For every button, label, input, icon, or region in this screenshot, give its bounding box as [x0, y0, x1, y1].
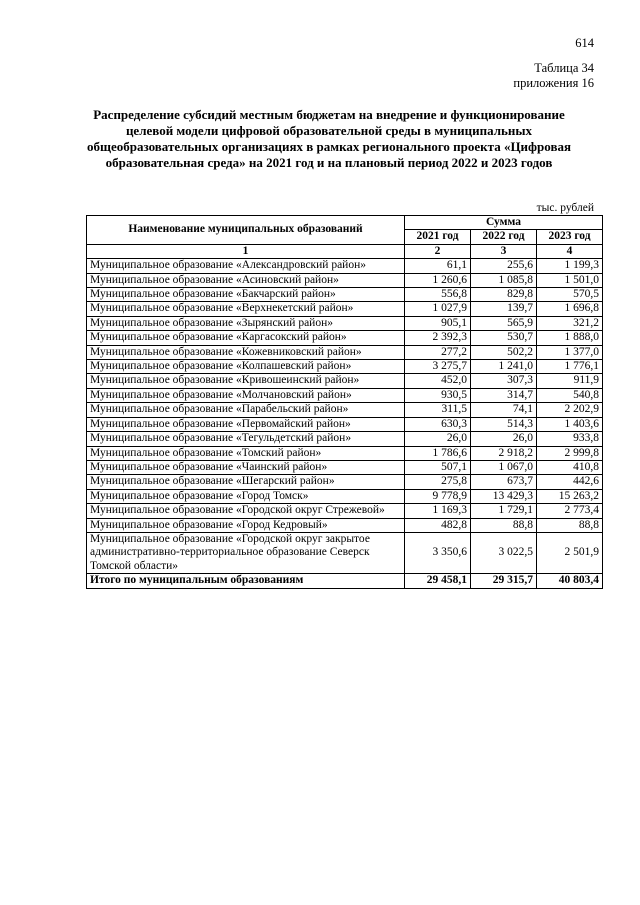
- amount-cell: 61,1: [405, 259, 471, 273]
- table-row: [87, 288, 603, 302]
- amount-cell: 507,1: [405, 460, 471, 474]
- amount-cell: 88,8: [537, 518, 603, 532]
- table-row: [87, 388, 603, 402]
- municipality-name: Муниципальное образование «Шегарский район»: [87, 475, 405, 489]
- amount-cell: 15 263,2: [537, 489, 603, 503]
- municipality-name: Муниципальное образование «Первомайский район»: [87, 417, 405, 431]
- amount-cell: 1 085,8: [471, 273, 537, 287]
- table-row: [87, 360, 603, 374]
- amount-cell: 410,8: [537, 460, 603, 474]
- total-amount-cell: 40 803,4: [537, 574, 603, 588]
- amount-cell: 905,1: [405, 316, 471, 330]
- table-row: [87, 374, 603, 388]
- amount-cell: 570,5: [537, 288, 603, 302]
- municipality-name: Муниципальное образование «Городской округ закрытое административно-территориальное образование Северск Томской области»: [87, 532, 405, 573]
- document-title: Распределение субсидий местным бюджетам на внедрение и функционирование целевой модели цифровой образовательной среды в муниципальных общеобразовательных организациях в рамках регионального проекта «Цифровая образовательная среда» на 2021 год и на плановый период 2022 и 2023 годов: [86, 107, 571, 170]
- amount-cell: 1 786,6: [405, 446, 471, 460]
- amount-cell: 74,1: [471, 403, 537, 417]
- amount-cell: 2 918,2: [471, 446, 537, 460]
- amount-cell: 307,3: [471, 374, 537, 388]
- total-amount-cell: 29 315,7: [471, 574, 537, 588]
- amount-cell: 1 776,1: [537, 360, 603, 374]
- table-row: [87, 432, 603, 446]
- amount-cell: 530,7: [471, 331, 537, 345]
- amount-cell: 139,7: [471, 302, 537, 316]
- amount-cell: 321,2: [537, 316, 603, 330]
- amount-cell: 1 199,3: [537, 259, 603, 273]
- amount-cell: 314,7: [471, 388, 537, 402]
- table-body: [87, 259, 603, 588]
- page-number: 614: [575, 36, 594, 50]
- table-row: [87, 259, 603, 273]
- amount-cell: 1 027,9: [405, 302, 471, 316]
- amount-cell: 630,3: [405, 417, 471, 431]
- municipality-name: Муниципальное образование «Кожевниковский район»: [87, 345, 405, 359]
- municipality-name: Муниципальное образование «Зырянский район»: [87, 316, 405, 330]
- amount-cell: 829,8: [471, 288, 537, 302]
- municipality-name: Муниципальное образование «Тегульдетский район»: [87, 432, 405, 446]
- col-index: 2: [405, 244, 471, 258]
- municipality-name: Муниципальное образование «Томский район»: [87, 446, 405, 460]
- table-row: [87, 417, 603, 431]
- amount-cell: 1 888,0: [537, 331, 603, 345]
- amount-cell: 2 999,8: [537, 446, 603, 460]
- amount-cell: 514,3: [471, 417, 537, 431]
- amount-cell: 1 729,1: [471, 504, 537, 518]
- municipality-name: Муниципальное образование «Бакчарский район»: [87, 288, 405, 302]
- amount-cell: 277,2: [405, 345, 471, 359]
- col-index: 1: [87, 244, 405, 258]
- amount-cell: 2 773,4: [537, 504, 603, 518]
- subsidy-table: [86, 215, 603, 589]
- table-reference: [513, 61, 594, 91]
- total-amount-cell: 29 458,1: [405, 574, 471, 588]
- header-year-2022: 2022 год: [471, 230, 537, 244]
- amount-cell: 482,8: [405, 518, 471, 532]
- table-row: [87, 273, 603, 287]
- header-name: Наименование муниципальных образований: [87, 216, 405, 245]
- amount-cell: 2 202,9: [537, 403, 603, 417]
- amount-cell: 1 169,3: [405, 504, 471, 518]
- municipality-name: Муниципальное образование «Чаинский район»: [87, 460, 405, 474]
- municipality-name: Муниципальное образование «Асиновский район»: [87, 273, 405, 287]
- amount-cell: 26,0: [405, 432, 471, 446]
- amount-cell: 1 241,0: [471, 360, 537, 374]
- municipality-name: Муниципальное образование «Каргасокский район»: [87, 331, 405, 345]
- appendix-number: приложения 16: [513, 76, 594, 90]
- amount-cell: 1 403,6: [537, 417, 603, 431]
- amount-cell: 3 275,7: [405, 360, 471, 374]
- total-row: [87, 574, 603, 588]
- amount-cell: 442,6: [537, 475, 603, 489]
- table-row: [87, 316, 603, 330]
- municipality-name: Муниципальное образование «Город Кедровый»: [87, 518, 405, 532]
- amount-cell: 2 392,3: [405, 331, 471, 345]
- amount-cell: 933,8: [537, 432, 603, 446]
- amount-cell: 1 260,6: [405, 273, 471, 287]
- municipality-name: Муниципальное образование «Верхнекетский район»: [87, 302, 405, 316]
- amount-cell: 911,9: [537, 374, 603, 388]
- table-row: [87, 345, 603, 359]
- table-row: [87, 403, 603, 417]
- header-year-2023: 2023 год: [537, 230, 603, 244]
- municipality-name: Муниципальное образование «Парабельский район»: [87, 403, 405, 417]
- amount-cell: 9 778,9: [405, 489, 471, 503]
- amount-cell: 3 350,6: [405, 532, 471, 573]
- amount-cell: 1 696,8: [537, 302, 603, 316]
- amount-cell: 452,0: [405, 374, 471, 388]
- amount-cell: 2 501,9: [537, 532, 603, 573]
- amount-cell: 673,7: [471, 475, 537, 489]
- table-row: [87, 331, 603, 345]
- header-sum: Сумма: [405, 216, 603, 230]
- header-year-2021: 2021 год: [405, 230, 471, 244]
- table-row: [87, 504, 603, 518]
- total-label: Итого по муниципальным образованиям: [87, 574, 405, 588]
- amount-cell: 565,9: [471, 316, 537, 330]
- municipality-name: Муниципальное образование «Александровский район»: [87, 259, 405, 273]
- amount-cell: 1 067,0: [471, 460, 537, 474]
- amount-cell: 275,8: [405, 475, 471, 489]
- table-row: [87, 518, 603, 532]
- municipality-name: Муниципальное образование «Колпашевский район»: [87, 360, 405, 374]
- amount-cell: 540,8: [537, 388, 603, 402]
- municipality-name: Муниципальное образование «Город Томск»: [87, 489, 405, 503]
- amount-cell: 311,5: [405, 403, 471, 417]
- table-row: [87, 302, 603, 316]
- amount-cell: 1 501,0: [537, 273, 603, 287]
- amount-cell: 3 022,5: [471, 532, 537, 573]
- municipality-name: Муниципальное образование «Молчановский район»: [87, 388, 405, 402]
- amount-cell: 1 377,0: [537, 345, 603, 359]
- units-label: тыс. рублей: [536, 202, 594, 214]
- col-index: 4: [537, 244, 603, 258]
- amount-cell: 556,8: [405, 288, 471, 302]
- table-row: [87, 532, 603, 573]
- amount-cell: 88,8: [471, 518, 537, 532]
- table-row: [87, 475, 603, 489]
- municipality-name: Муниципальное образование «Кривошеинский район»: [87, 374, 405, 388]
- table-row: [87, 446, 603, 460]
- amount-cell: 26,0: [471, 432, 537, 446]
- amount-cell: 13 429,3: [471, 489, 537, 503]
- table-row: [87, 489, 603, 503]
- table-number: Таблица 34: [534, 61, 594, 75]
- amount-cell: 502,2: [471, 345, 537, 359]
- amount-cell: 930,5: [405, 388, 471, 402]
- amount-cell: 255,6: [471, 259, 537, 273]
- col-index: 3: [471, 244, 537, 258]
- municipality-name: Муниципальное образование «Городской округ Стрежевой»: [87, 504, 405, 518]
- table-row: [87, 460, 603, 474]
